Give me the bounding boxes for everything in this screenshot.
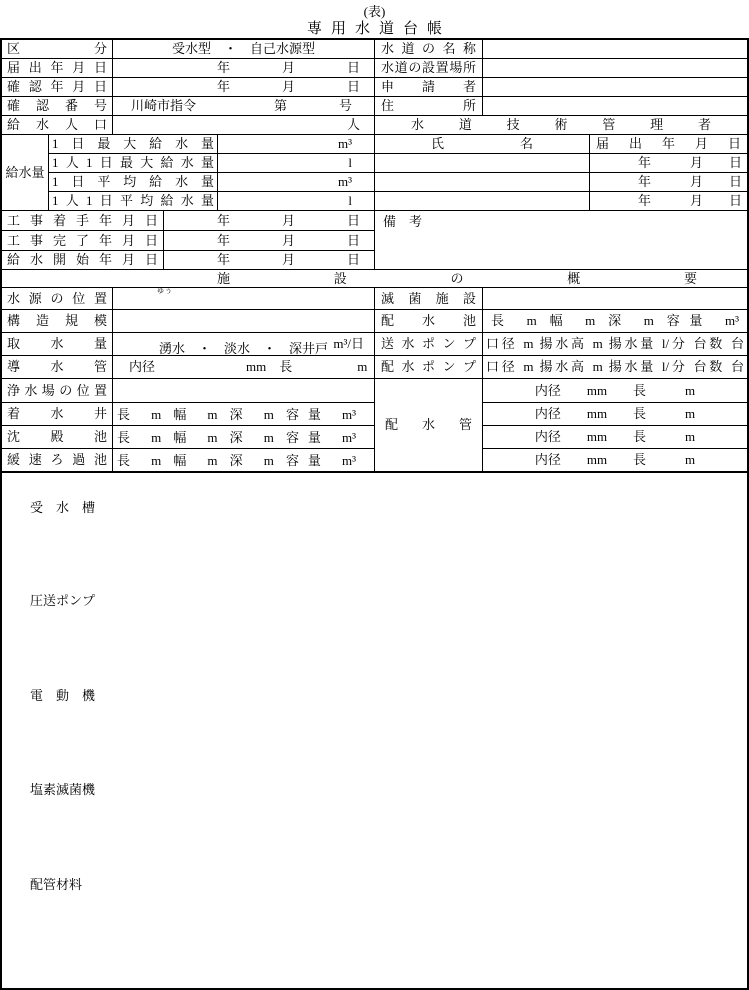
sedimentation-pond-spec: 長 m 幅 m 深 m 容量 m³ (113, 426, 375, 449)
slow-filter-pond-spec: 長 m 幅 m 深 m 容量 m³ (113, 449, 375, 471)
distribution-pipe-row: 内径 mm 長 m (483, 379, 747, 403)
sterilization-field (483, 288, 747, 310)
manager-date-value: 年 月 日 (590, 154, 747, 173)
distribution-pond-label: 配水池 (375, 310, 483, 333)
kyusuiryo-row-label: 1人1日平均給水量 (49, 192, 218, 211)
pressure-pump-label: 圧送ポンプ (30, 593, 96, 608)
row-location-field (483, 59, 747, 78)
side-indicator: (表) (363, 4, 386, 19)
sedimentation-pond-label: 沈殿池 (2, 426, 113, 449)
shisetsu-section-header: 施設の概要 (2, 270, 747, 288)
water-source-label: 水源の位置 (2, 288, 113, 310)
kyusuiryo-row-label: 1日最大給水量 (49, 135, 218, 154)
kyusuiryo-group-label: 給水量 (2, 135, 49, 211)
slow-filter-pond-label: 緩速ろ過池 (2, 449, 113, 471)
purification-plant-label: 浄水場の位置 (2, 379, 113, 403)
structure-scale-label: 構造規模 (2, 310, 113, 333)
manager-name-field (375, 192, 590, 211)
koji-start-value: 年 月 日 (164, 211, 375, 231)
water-source-options-text: 湧水 ・ 淡水 ・ 深井戸 (158, 341, 328, 356)
manager-name-header: 氏名 (375, 135, 590, 154)
row-population-label: 給水人口 (2, 116, 113, 135)
distribution-pipe-row: 内径 mm 長 m (483, 403, 747, 426)
row-kakunin-date-value: 年 月 日 (113, 78, 375, 97)
intake-volume-unit: m³/日 (113, 333, 375, 356)
chakusui-well-spec: 長 m 幅 m 深 m 容量 m³ (113, 403, 375, 426)
equipment-notes-box (0, 471, 749, 990)
kyusuiryo-row-unit: l (218, 154, 375, 173)
purification-plant-field (113, 379, 375, 403)
manager-name-field (375, 173, 590, 192)
koji-start-label: 工事着手年月日 (2, 211, 164, 231)
kyusui-start-value: 年 月 日 (164, 251, 375, 270)
intake-volume-label: 取水量 (2, 333, 113, 356)
distribution-pond-spec: 長 m 幅 m 深 m 容量 m³ (483, 310, 747, 333)
distribution-pipe-row: 内径 mm 長 m (534, 452, 696, 467)
distribution-pipe-row: 内径 mm 長 m (483, 426, 747, 449)
manager-name-field (375, 154, 590, 173)
structure-scale-field (113, 310, 375, 333)
kyusuiryo-row-label: 1人1日最大給水量 (49, 154, 218, 173)
main-table (0, 38, 749, 473)
kyusuiryo-row-unit: m³ (218, 173, 375, 192)
kyusuiryo-row-unit: m³ (218, 135, 375, 154)
row-kakunin-number-label: 確認番号 (2, 97, 113, 116)
receiving-tank-label: 受 水 槽 (30, 500, 96, 515)
koji-complete-value: 年 月 日 (164, 231, 375, 251)
kyusuiryo-row-label: 1日平均給水量 (49, 173, 218, 192)
row-applicant-label: 申請者 (375, 78, 483, 97)
row-water-name-field (483, 40, 747, 59)
piping-material-label: 配管材料 (30, 877, 83, 892)
electric-motor-label: 電 動 機 (30, 688, 96, 703)
row-kubun-value: 受水型 ・ 自己水源型 (113, 40, 375, 59)
distribution-pump-label: 配水ポンプ (375, 356, 483, 379)
row-address-label: 住所 (375, 97, 483, 116)
sending-pump-label: 送水ポンプ (375, 333, 483, 356)
row-kakunin-date-label: 確認年月日 (2, 78, 113, 97)
manager-date-value: 年 月 日 (590, 192, 747, 211)
row-technical-manager-header: 水道技術管理者 (375, 116, 747, 135)
row-address-field (483, 97, 747, 116)
manager-date-header: 届出年月日 (590, 135, 747, 154)
chakusui-well-label: 着水井 (2, 403, 113, 426)
page-title: 専用水道台帳 (306, 21, 451, 37)
distribution-pipe-group-label: 配水管 (375, 379, 483, 471)
sterilization-label: 滅菌施設 (375, 288, 483, 310)
sending-pump-spec: 口径 m 揚水高 m 揚水量 l/分 台数 台 (483, 333, 747, 356)
kyusui-start-label: 給水開始年月日 (2, 251, 164, 270)
conduit-pipe-spec: 内径 mm 長 m (113, 356, 375, 379)
row-location-label: 水道の設置場所 (375, 59, 483, 78)
koji-complete-label: 工事完了年月日 (2, 231, 164, 251)
manager-date-value: 年 月 日 (590, 173, 747, 192)
row-todokede-date-value: 年 月 日 (113, 59, 375, 78)
distribution-pump-spec: 口径 m 揚水高 m 揚水量 l/分 台数 台 (483, 356, 747, 379)
row-water-name-label: 水道の名称 (375, 40, 483, 59)
row-population-value: 人 (113, 116, 375, 135)
row-todokede-date-label: 届出年月日 (2, 59, 113, 78)
furigana-yu: ゆう (157, 287, 173, 295)
row-kubun-label: 区分 (2, 40, 113, 59)
row-applicant-field (483, 78, 747, 97)
row-kakunin-number-value: 川崎市指令 第 号 (113, 97, 375, 116)
chlorine-sterilizer-label: 塩素滅菌機 (30, 782, 96, 797)
biko-field: 備 考 (375, 211, 747, 270)
kyusuiryo-row-unit: l (218, 192, 375, 211)
conduit-pipe-label: 導水管 (2, 356, 113, 379)
